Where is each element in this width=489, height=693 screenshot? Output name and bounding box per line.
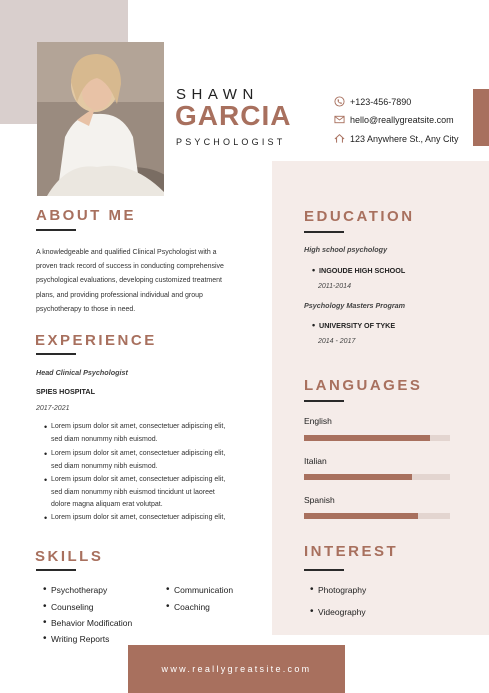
language-name: English xyxy=(304,416,332,426)
experience-employer: SPIES HOSPITAL xyxy=(36,387,95,396)
bullet-line: sed diam nonummy nibh euismod. xyxy=(51,435,158,443)
school-name: INGOUDE HIGH SCHOOL xyxy=(319,266,406,275)
interest-item: • Photography xyxy=(310,585,366,595)
bullet-line: • Lorem ipsum dolor sit amet, consectetuer adipiscing elit, xyxy=(51,423,226,430)
skill-item: • Psychotherapy xyxy=(43,585,107,595)
bullet-line: sed diam nonummy nibh euismod tincidunt ut laoreet xyxy=(51,488,215,496)
website-link[interactable]: www.reallygreatsite.com xyxy=(161,664,312,674)
contact-phone[interactable] xyxy=(334,96,411,107)
phone-icon xyxy=(334,96,345,107)
bullet-dot: • xyxy=(312,320,316,330)
language-bar-fill xyxy=(304,513,418,519)
first-name: SHAWN xyxy=(176,86,259,103)
skill-item: • Counseling xyxy=(43,602,94,612)
skills-underline xyxy=(36,569,76,571)
education-years: 2011-2014 xyxy=(318,283,351,290)
language-name: Spanish xyxy=(304,495,335,505)
interest-underline xyxy=(304,569,344,571)
education-years: 2014 - 2017 xyxy=(318,338,356,345)
experience-underline xyxy=(36,353,76,355)
footer-website[interactable] xyxy=(128,645,345,693)
about-heading: ABOUT ME xyxy=(36,207,136,224)
about-line: proven track record of success in conducting comprehensive xyxy=(36,263,224,271)
education-school xyxy=(312,266,405,275)
skill-item: • Writing Reports xyxy=(43,634,109,644)
language-name: Italian xyxy=(304,456,327,466)
about-paragraph xyxy=(36,246,246,317)
interest-heading: INTEREST xyxy=(304,543,399,560)
experience-bullet xyxy=(44,512,244,525)
experience-bullet xyxy=(44,448,244,473)
education-heading: EDUCATION xyxy=(304,208,415,225)
experience-bullet xyxy=(44,421,244,446)
language-bar xyxy=(304,435,450,441)
about-underline xyxy=(36,229,76,231)
bullet-line: • Lorem ipsum dolor sit amet, consectetuer adipiscing elit, xyxy=(51,450,226,457)
languages-underline xyxy=(304,400,344,402)
phone-text: +123-456-7890 xyxy=(350,96,412,107)
education-underline xyxy=(304,231,344,233)
contact-address xyxy=(334,133,459,144)
skill-item: • Behavior Modification xyxy=(43,618,132,628)
email-text: hello@reallygreatsite.com xyxy=(350,114,454,125)
accent-bar xyxy=(473,89,489,146)
interest-item: • Videography xyxy=(310,607,366,617)
language-bar-fill xyxy=(304,474,412,480)
languages-heading: LANGUAGES xyxy=(304,377,423,394)
skill-item: • Communication xyxy=(166,585,233,595)
last-name: GARCIA xyxy=(175,100,292,131)
experience-bullet xyxy=(44,474,244,512)
experience-years: 2017-2021 xyxy=(36,405,70,412)
about-line: psychological evaluations, developing customized treatment xyxy=(36,277,222,285)
skills-heading: SKILLS xyxy=(35,548,104,565)
education-school xyxy=(312,321,395,330)
bullet-dot: • xyxy=(312,265,316,275)
bullet-line: • Lorem ipsum dolor sit amet, consectetuer adipiscing elit, xyxy=(51,514,226,521)
school-name: UNIVERSITY OF TYKE xyxy=(319,321,396,330)
about-line: psychotherapy to those in need. xyxy=(36,305,136,313)
contact-email[interactable] xyxy=(334,114,454,125)
home-icon xyxy=(334,133,345,144)
bullet-line: dolore magna aliquam erat volutpat. xyxy=(51,501,163,508)
experience-role: Head Clinical Psychologist xyxy=(36,368,128,377)
skill-item: • Coaching xyxy=(166,602,210,612)
language-bar xyxy=(304,474,450,480)
education-program: Psychology Masters Program xyxy=(304,301,406,310)
language-bar xyxy=(304,513,450,519)
address-text: 123 Anywhere St., Any City xyxy=(350,133,459,144)
job-title: PSYCHOLOGIST xyxy=(176,137,286,147)
about-line: A knowledgeable and qualified Clinical Psychologist with a xyxy=(36,249,217,256)
bullet-line: • Lorem ipsum dolor sit amet, consectetuer adipiscing elit, xyxy=(51,476,226,483)
profile-photo xyxy=(37,42,164,196)
experience-heading: EXPERIENCE xyxy=(35,332,157,349)
education-program: High school psychology xyxy=(304,245,388,254)
about-line: plans, and providing professional individual and group xyxy=(36,291,203,299)
email-icon xyxy=(334,114,345,125)
bullet-line: sed diam nonummy nibh euismod. xyxy=(51,462,158,470)
language-bar-fill xyxy=(304,435,430,441)
